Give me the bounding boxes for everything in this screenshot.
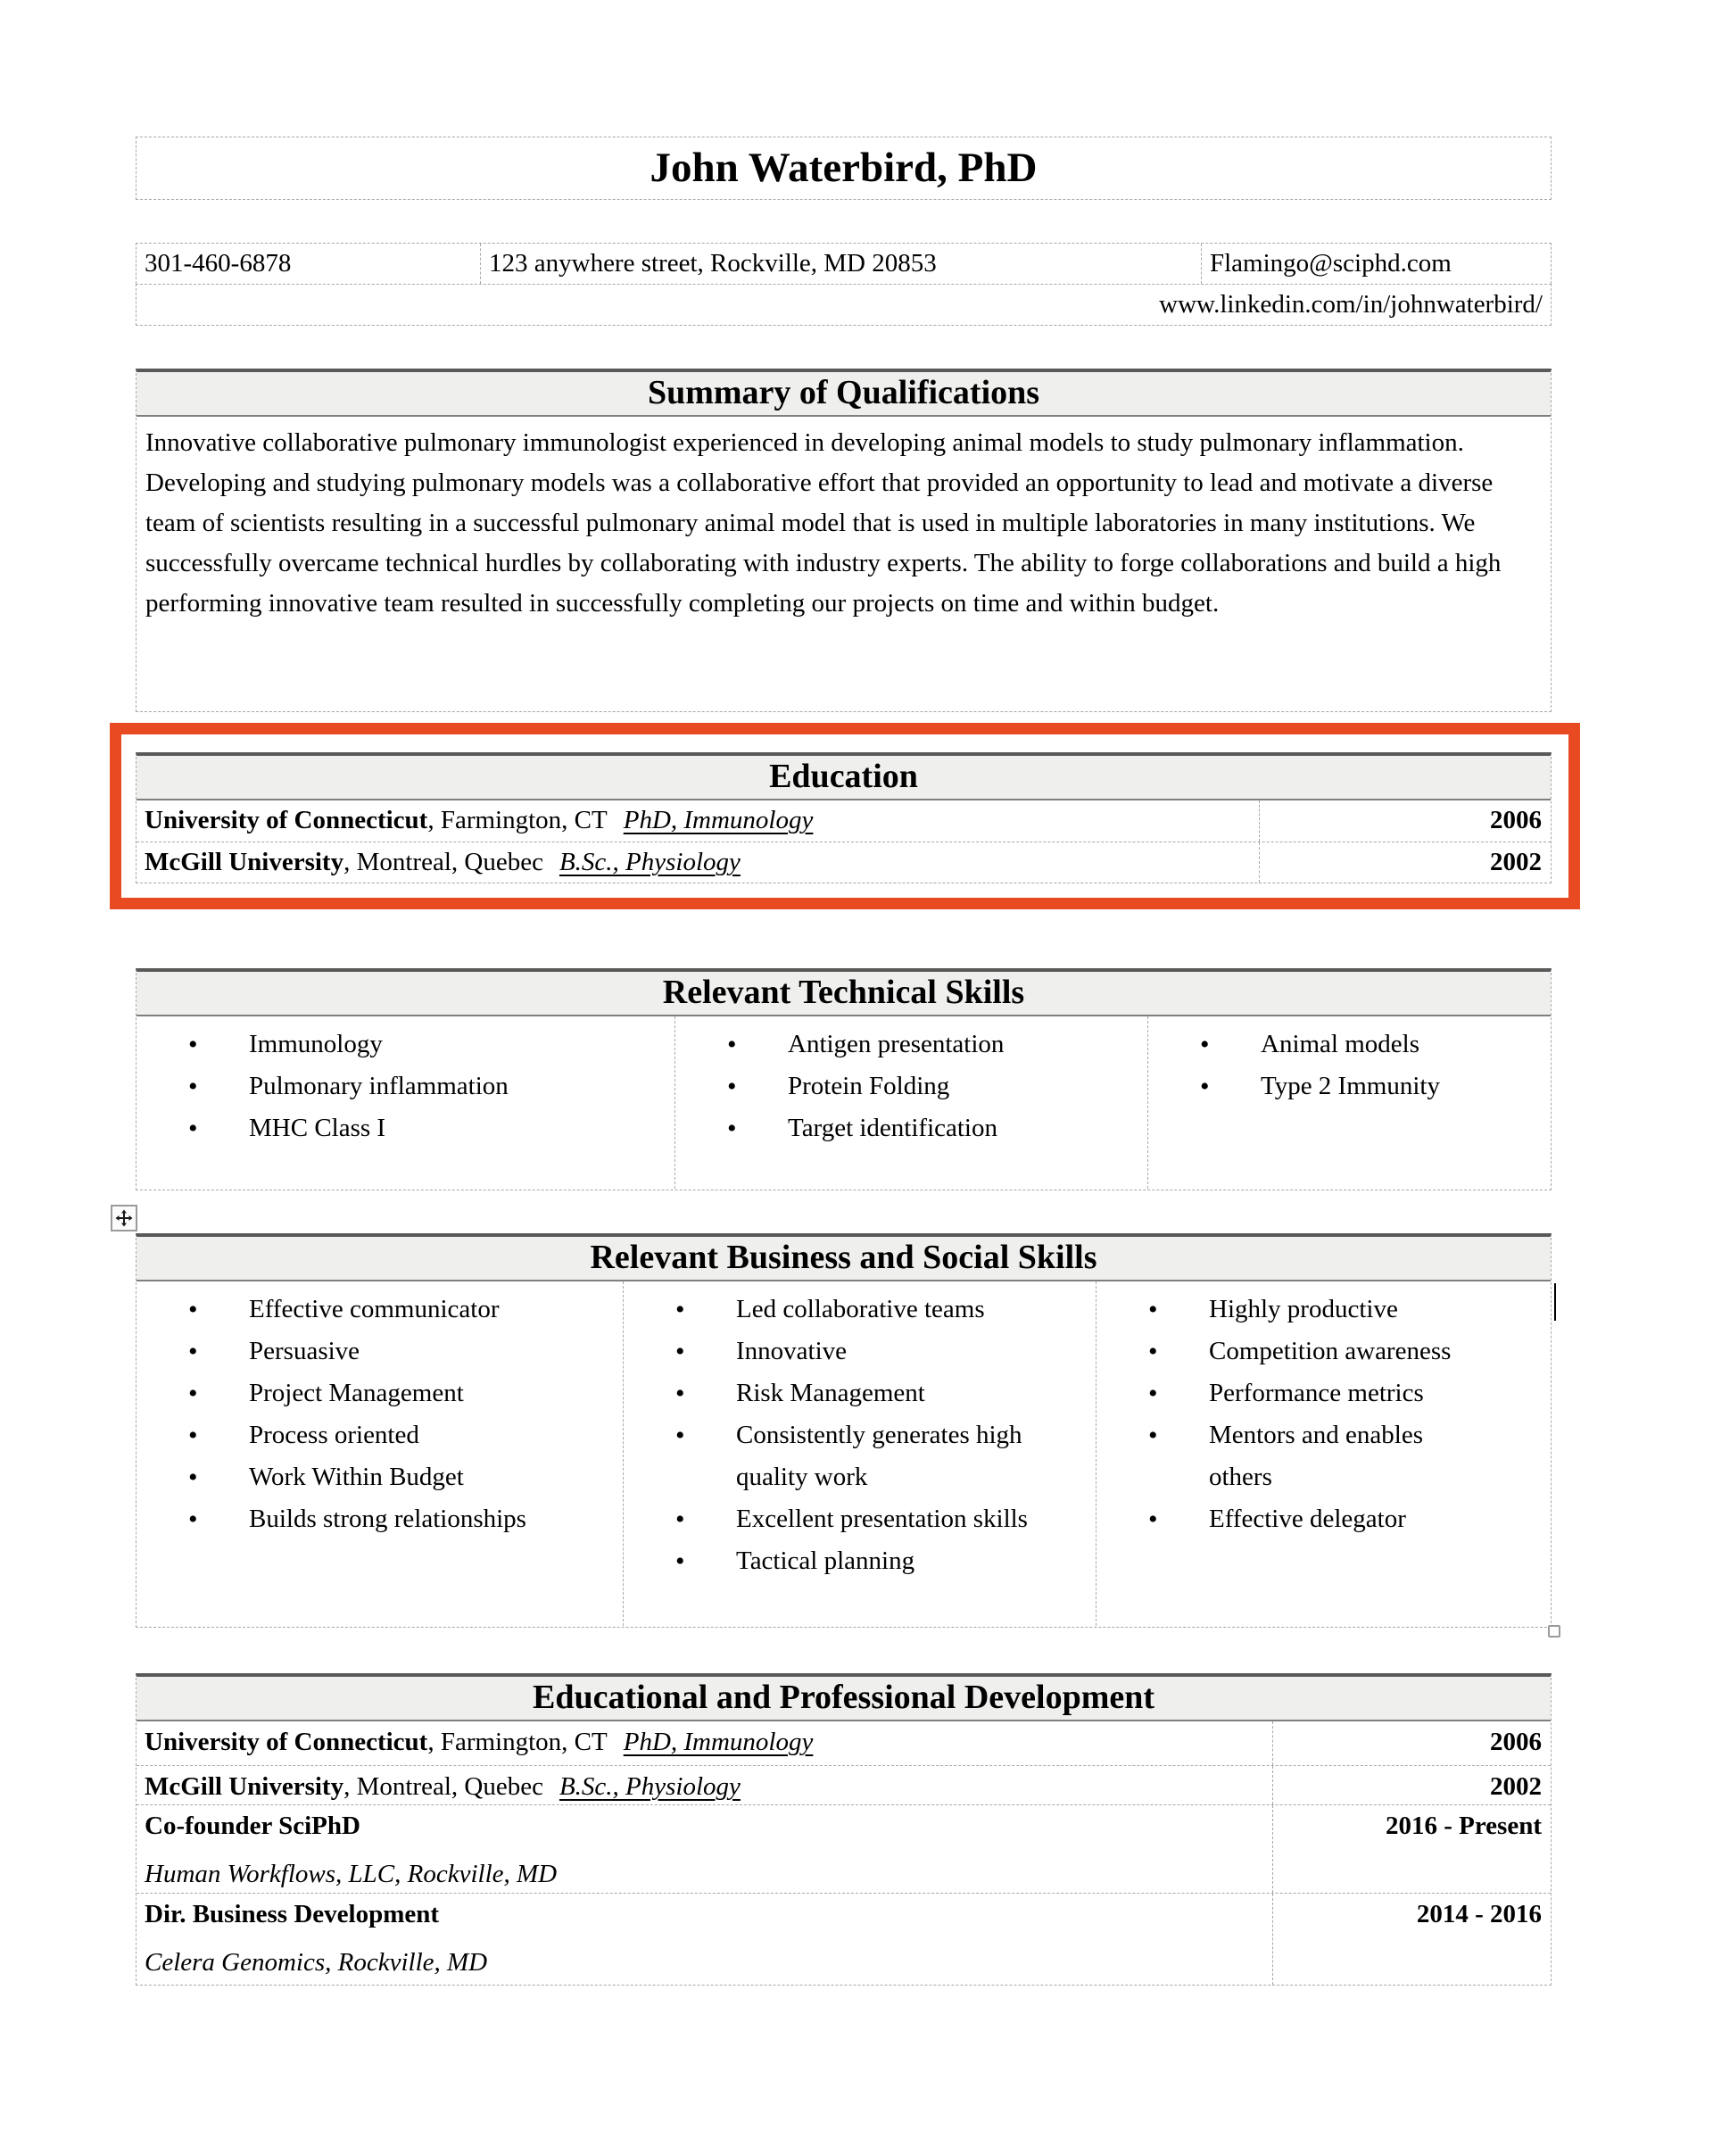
institution-location: , Farmington, CT (427, 1728, 608, 1756)
bullet-icon: • (188, 1337, 198, 1366)
bullet-icon: • (188, 1379, 198, 1408)
bullet-icon: • (188, 1030, 198, 1059)
bullet-icon: • (188, 1114, 198, 1143)
year-text: 2002 (1272, 1766, 1551, 1804)
bullet-icon: • (727, 1072, 737, 1101)
institution-name: McGill University (145, 1772, 344, 1801)
skill-item: • Competition awareness (1096, 1331, 1551, 1372)
bullet-icon: • (727, 1114, 737, 1143)
skill-item: • Animal models (1148, 1024, 1551, 1066)
skill-item: • Tactical planning (624, 1540, 1096, 1582)
skill-item: • Target identification (675, 1107, 1147, 1149)
skill-item: • Protein Folding (675, 1066, 1147, 1107)
bullet-icon: • (675, 1379, 685, 1408)
bullet-icon: • (188, 1505, 198, 1534)
skill-item: • Excellent presentation skills (624, 1498, 1096, 1540)
skills-column (1147, 1016, 1551, 1189)
position-title: Co-founder SciPhD (145, 1812, 360, 1840)
bullet-icon: • (727, 1030, 737, 1059)
skill-item: • Pulmonary inflammation (137, 1066, 674, 1107)
year-text: 2016 - Present (1272, 1805, 1551, 1893)
year-text: 2014 - 2016 (1272, 1894, 1551, 1985)
year-text: 2002 (1259, 842, 1551, 883)
section-title-education: Education (137, 756, 1551, 800)
bullet-icon: • (188, 1463, 198, 1492)
section-title-business-skills: Relevant Business and Social Skills (137, 1237, 1551, 1281)
skill-item: • Project Management (137, 1372, 623, 1414)
year-text: 2006 (1259, 800, 1551, 842)
skill-item: • Work Within Budget (137, 1456, 623, 1498)
degree-text: B.Sc., Physiology (559, 848, 741, 876)
section-title-summary: Summary of Qualifications (137, 372, 1551, 417)
table-resize-handle[interactable] (1548, 1625, 1560, 1638)
degree-text: B.Sc., Physiology (559, 1772, 741, 1801)
degree-text: PhD, Immunology (623, 806, 814, 834)
education-description (137, 800, 1259, 842)
phone-cell: 301-460-6878 (137, 244, 481, 284)
bullet-icon: • (675, 1337, 685, 1366)
skill-item: • Immunology (137, 1024, 674, 1066)
bullet-icon: • (1148, 1421, 1158, 1450)
skill-item: • Consistently generates high quality work (624, 1414, 1096, 1498)
bullet-icon: • (1148, 1505, 1158, 1534)
skills-columns (137, 1281, 1551, 1626)
year-text: 2006 (1272, 1721, 1551, 1765)
education-description (137, 842, 1259, 883)
development-row (137, 1893, 1551, 1985)
skill-item: • Highly productive (1096, 1289, 1551, 1331)
contact-row (136, 243, 1552, 284)
skill-item: • Persuasive (137, 1331, 623, 1372)
education-row (137, 842, 1551, 883)
development-row (137, 1804, 1551, 1893)
institution-name: University of Connecticut (145, 806, 428, 834)
organization-name: Celera Genomics, Rockville, MD (145, 1948, 488, 1977)
bullet-icon: • (675, 1421, 685, 1450)
skill-item: • Mentors and enables others (1096, 1414, 1551, 1498)
skill-item: • Performance metrics (1096, 1372, 1551, 1414)
skills-column (137, 1016, 674, 1189)
skills-column (674, 1016, 1147, 1189)
position-title: Dir. Business Development (145, 1900, 440, 1928)
linkedin-cell: www.linkedin.com/in/johnwaterbird/ (136, 284, 1552, 326)
skill-item: • Builds strong relationships (137, 1498, 623, 1540)
section-education (136, 752, 1552, 883)
document-title: John Waterbird, PhD (650, 145, 1038, 191)
bullet-icon: • (675, 1505, 685, 1534)
bullet-icon: • (675, 1295, 685, 1324)
skills-column (1096, 1281, 1551, 1626)
section-development (136, 1673, 1552, 1986)
table-move-handle-icon[interactable] (111, 1205, 137, 1231)
skill-item: • Effective communicator (137, 1289, 623, 1331)
development-description (137, 1805, 1272, 1893)
degree-text: PhD, Immunology (623, 1728, 814, 1756)
contact-table (136, 243, 1552, 326)
bullet-icon: • (188, 1421, 198, 1450)
section-summary (136, 369, 1552, 712)
move-arrows-glyph (115, 1209, 133, 1227)
development-description (137, 1894, 1272, 1985)
summary-text: Innovative collaborative pulmonary immunologist experienced in developing animal models to study pulmonary inflammation. Developing and studying pulmonary models was a collaborative effort that provided an opportunity to lead and motivate a diverse team of scientists resulting in a successful pulmonary animal model that is used in multiple laboratories in many institutions. We successfully overcame technical hurdles by collaborating with industry experts. The ability to forge collaborations and build a high performing innovative team resulted in successfully completing our projects on time and within budget. (145, 428, 1502, 618)
section-business-skills (136, 1233, 1552, 1628)
bullet-icon: • (1148, 1337, 1158, 1366)
bullet-icon: • (188, 1072, 198, 1101)
bullet-icon: • (1148, 1379, 1158, 1408)
skill-item: • Risk Management (624, 1372, 1096, 1414)
bullet-icon: • (1200, 1030, 1210, 1059)
development-row (137, 1765, 1551, 1804)
skill-item: • Type 2 Immunity (1148, 1066, 1551, 1107)
education-row (137, 800, 1551, 842)
development-description (137, 1721, 1272, 1765)
skill-item: • MHC Class I (137, 1107, 674, 1149)
bullet-icon: • (1148, 1295, 1158, 1324)
development-row (137, 1721, 1551, 1765)
institution-location: , Montreal, Quebec (343, 848, 543, 876)
skills-column (623, 1281, 1096, 1626)
bullet-icon: • (1200, 1072, 1210, 1101)
institution-name: McGill University (145, 848, 344, 876)
text-cursor (1554, 1283, 1556, 1321)
email-cell: Flamingo@sciphd.com (1210, 249, 1452, 278)
institution-name: University of Connecticut (145, 1728, 428, 1756)
skill-item: • Antigen presentation (675, 1024, 1147, 1066)
organization-name: Human Workflows, LLC, Rockville, MD (145, 1860, 558, 1888)
section-title-development: Educational and Professional Development (137, 1677, 1551, 1721)
bullet-icon: • (188, 1295, 198, 1324)
skill-item: • Innovative (624, 1331, 1096, 1372)
development-description (137, 1766, 1272, 1804)
section-technical-skills (136, 968, 1552, 1190)
skill-item: • Process oriented (137, 1414, 623, 1456)
name-header-box (136, 137, 1552, 200)
institution-location: , Montreal, Quebec (343, 1772, 543, 1801)
section-title-technical-skills: Relevant Technical Skills (137, 972, 1551, 1016)
skills-columns (137, 1016, 1551, 1189)
skill-item: • Led collaborative teams (624, 1289, 1096, 1331)
bullet-icon: • (675, 1547, 685, 1576)
skill-item: • Effective delegator (1096, 1498, 1551, 1540)
skills-column (137, 1281, 623, 1626)
address-cell: 123 anywhere street, Rockville, MD 20853 (481, 244, 1202, 284)
institution-location: , Farmington, CT (427, 806, 608, 834)
